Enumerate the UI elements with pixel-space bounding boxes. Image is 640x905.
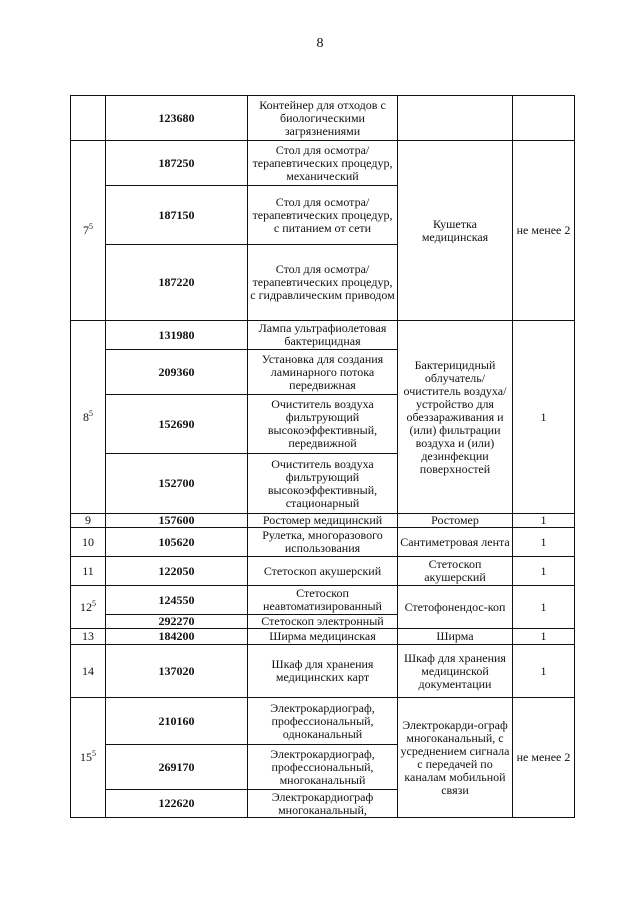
table-row [71,698,575,745]
footnote-marker: 5 [92,749,96,758]
item-description: Стетоскоп электронный [248,615,398,629]
row-number-text: 12 [80,599,92,614]
table-row [71,586,575,615]
table-row [71,645,575,698]
item-code: 292270 [106,615,248,629]
equipment-name: Электрокарди-ограф многоканальный, с усреднением сигнала с передачей по каналам мобильной связи [398,698,513,818]
page-number: 8 [316,36,324,51]
row-number-text: 8 [83,409,89,424]
item-description: Электрокардиограф, профессиональный, многоканальный [248,745,398,790]
item-code: 269170 [106,745,248,790]
row-number [71,698,106,818]
row-number [71,514,106,528]
item-description: Установка для создания ламинарного потока передвижная [248,350,398,395]
required-quantity: 1 [513,528,575,557]
item-description: Шкаф для хранения медицинских карт [248,645,398,698]
item-description: Электрокардиограф, профессиональный, одноканальный [248,698,398,745]
equipment-name: Кушетка медицинская [398,141,513,321]
row-number [71,645,106,698]
item-description: Электрокардиограф многоканальный, [248,790,398,818]
footnote-marker: 5 [89,222,93,231]
item-code: 131980 [106,321,248,350]
row-number [71,629,106,645]
required-quantity: не менее 2 [513,698,575,818]
equipment-name: Стетофонендос-коп [398,586,513,629]
required-quantity: не менее 2 [513,141,575,321]
equipment-name [398,96,513,141]
table-row [71,321,575,350]
equipment-name: Ростомер [398,514,513,528]
item-description: Ростомер медицинский [248,514,398,528]
required-quantity: 1 [513,629,575,645]
table-row [71,557,575,586]
equipment-table [70,95,575,818]
footnote-marker: 5 [92,598,96,608]
item-code: 123680 [106,96,248,141]
item-code: 152700 [106,454,248,514]
table-row [71,141,575,186]
item-code: 122050 [106,557,248,586]
item-description: Рулетка, многоразового использования [248,528,398,557]
item-description: Стол для осмотра/ терапевтических процедур, с питанием от сети [248,186,398,245]
item-description: Стетоскоп неавтоматизированный [248,586,398,615]
item-code: 187150 [106,186,248,245]
equipment-name: Стетоскоп акушерский [398,557,513,586]
table-row [71,96,575,141]
table-row [71,514,575,528]
item-description: Стол для осмотра/ терапевтических процедур, с гидравлическим приводом [248,245,398,321]
required-quantity: 1 [513,645,575,698]
equipment-name: Бактерицидный облучатель/ очиститель воздуха/ устройство для обеззараживания и (или) фильтрации воздуха и (или) дезинфекции поверхностей [398,321,513,514]
required-quantity: 1 [513,321,575,514]
item-description: Лампа ультрафиолетовая бактерицидная [248,321,398,350]
item-description: Контейнер для отходов с биологическими загрязнениями [248,96,398,141]
row-number-text: 14 [82,663,94,678]
row-number [71,96,106,141]
item-description: Стол для осмотра/ терапевтических процедур, механический [248,141,398,186]
item-code: 209360 [106,350,248,395]
item-code: 187220 [106,245,248,321]
row-number [71,586,106,629]
row-number-text: 13 [82,629,94,643]
row-number-text: 10 [82,534,94,549]
table-row [71,629,575,645]
row-number [71,528,106,557]
equipment-name: Ширма [398,629,513,645]
footnote-marker: 5 [89,408,93,418]
item-code: 184200 [106,629,248,645]
item-code: 124550 [106,586,248,615]
equipment-name: Шкаф для хранения медицинской документации [398,645,513,698]
table-row [71,528,575,557]
item-code: 137020 [106,645,248,698]
item-code: 157600 [106,514,248,528]
row-number [71,141,106,321]
row-number-text: 15 [80,750,92,764]
item-code: 122620 [106,790,248,818]
required-quantity: 1 [513,514,575,528]
row-number [71,557,106,586]
item-description: Стетоскоп акушерский [248,557,398,586]
item-description: Очиститель воздуха фильтрующий высокоэффективный, стационарный [248,454,398,514]
row-number-text: 11 [82,563,94,578]
item-code: 152690 [106,395,248,454]
item-code: 105620 [106,528,248,557]
required-quantity [513,96,575,141]
item-code: 187250 [106,141,248,186]
item-description: Очиститель воздуха фильтрующий высокоэффективный, передвижной [248,395,398,454]
row-number-text: 7 [83,223,89,237]
required-quantity: 1 [513,586,575,629]
item-code: 210160 [106,698,248,745]
row-number [71,321,106,514]
item-description: Ширма медицинская [248,629,398,645]
equipment-name: Сантиметровая лента [398,528,513,557]
required-quantity: 1 [513,557,575,586]
row-number-text: 9 [85,513,91,527]
